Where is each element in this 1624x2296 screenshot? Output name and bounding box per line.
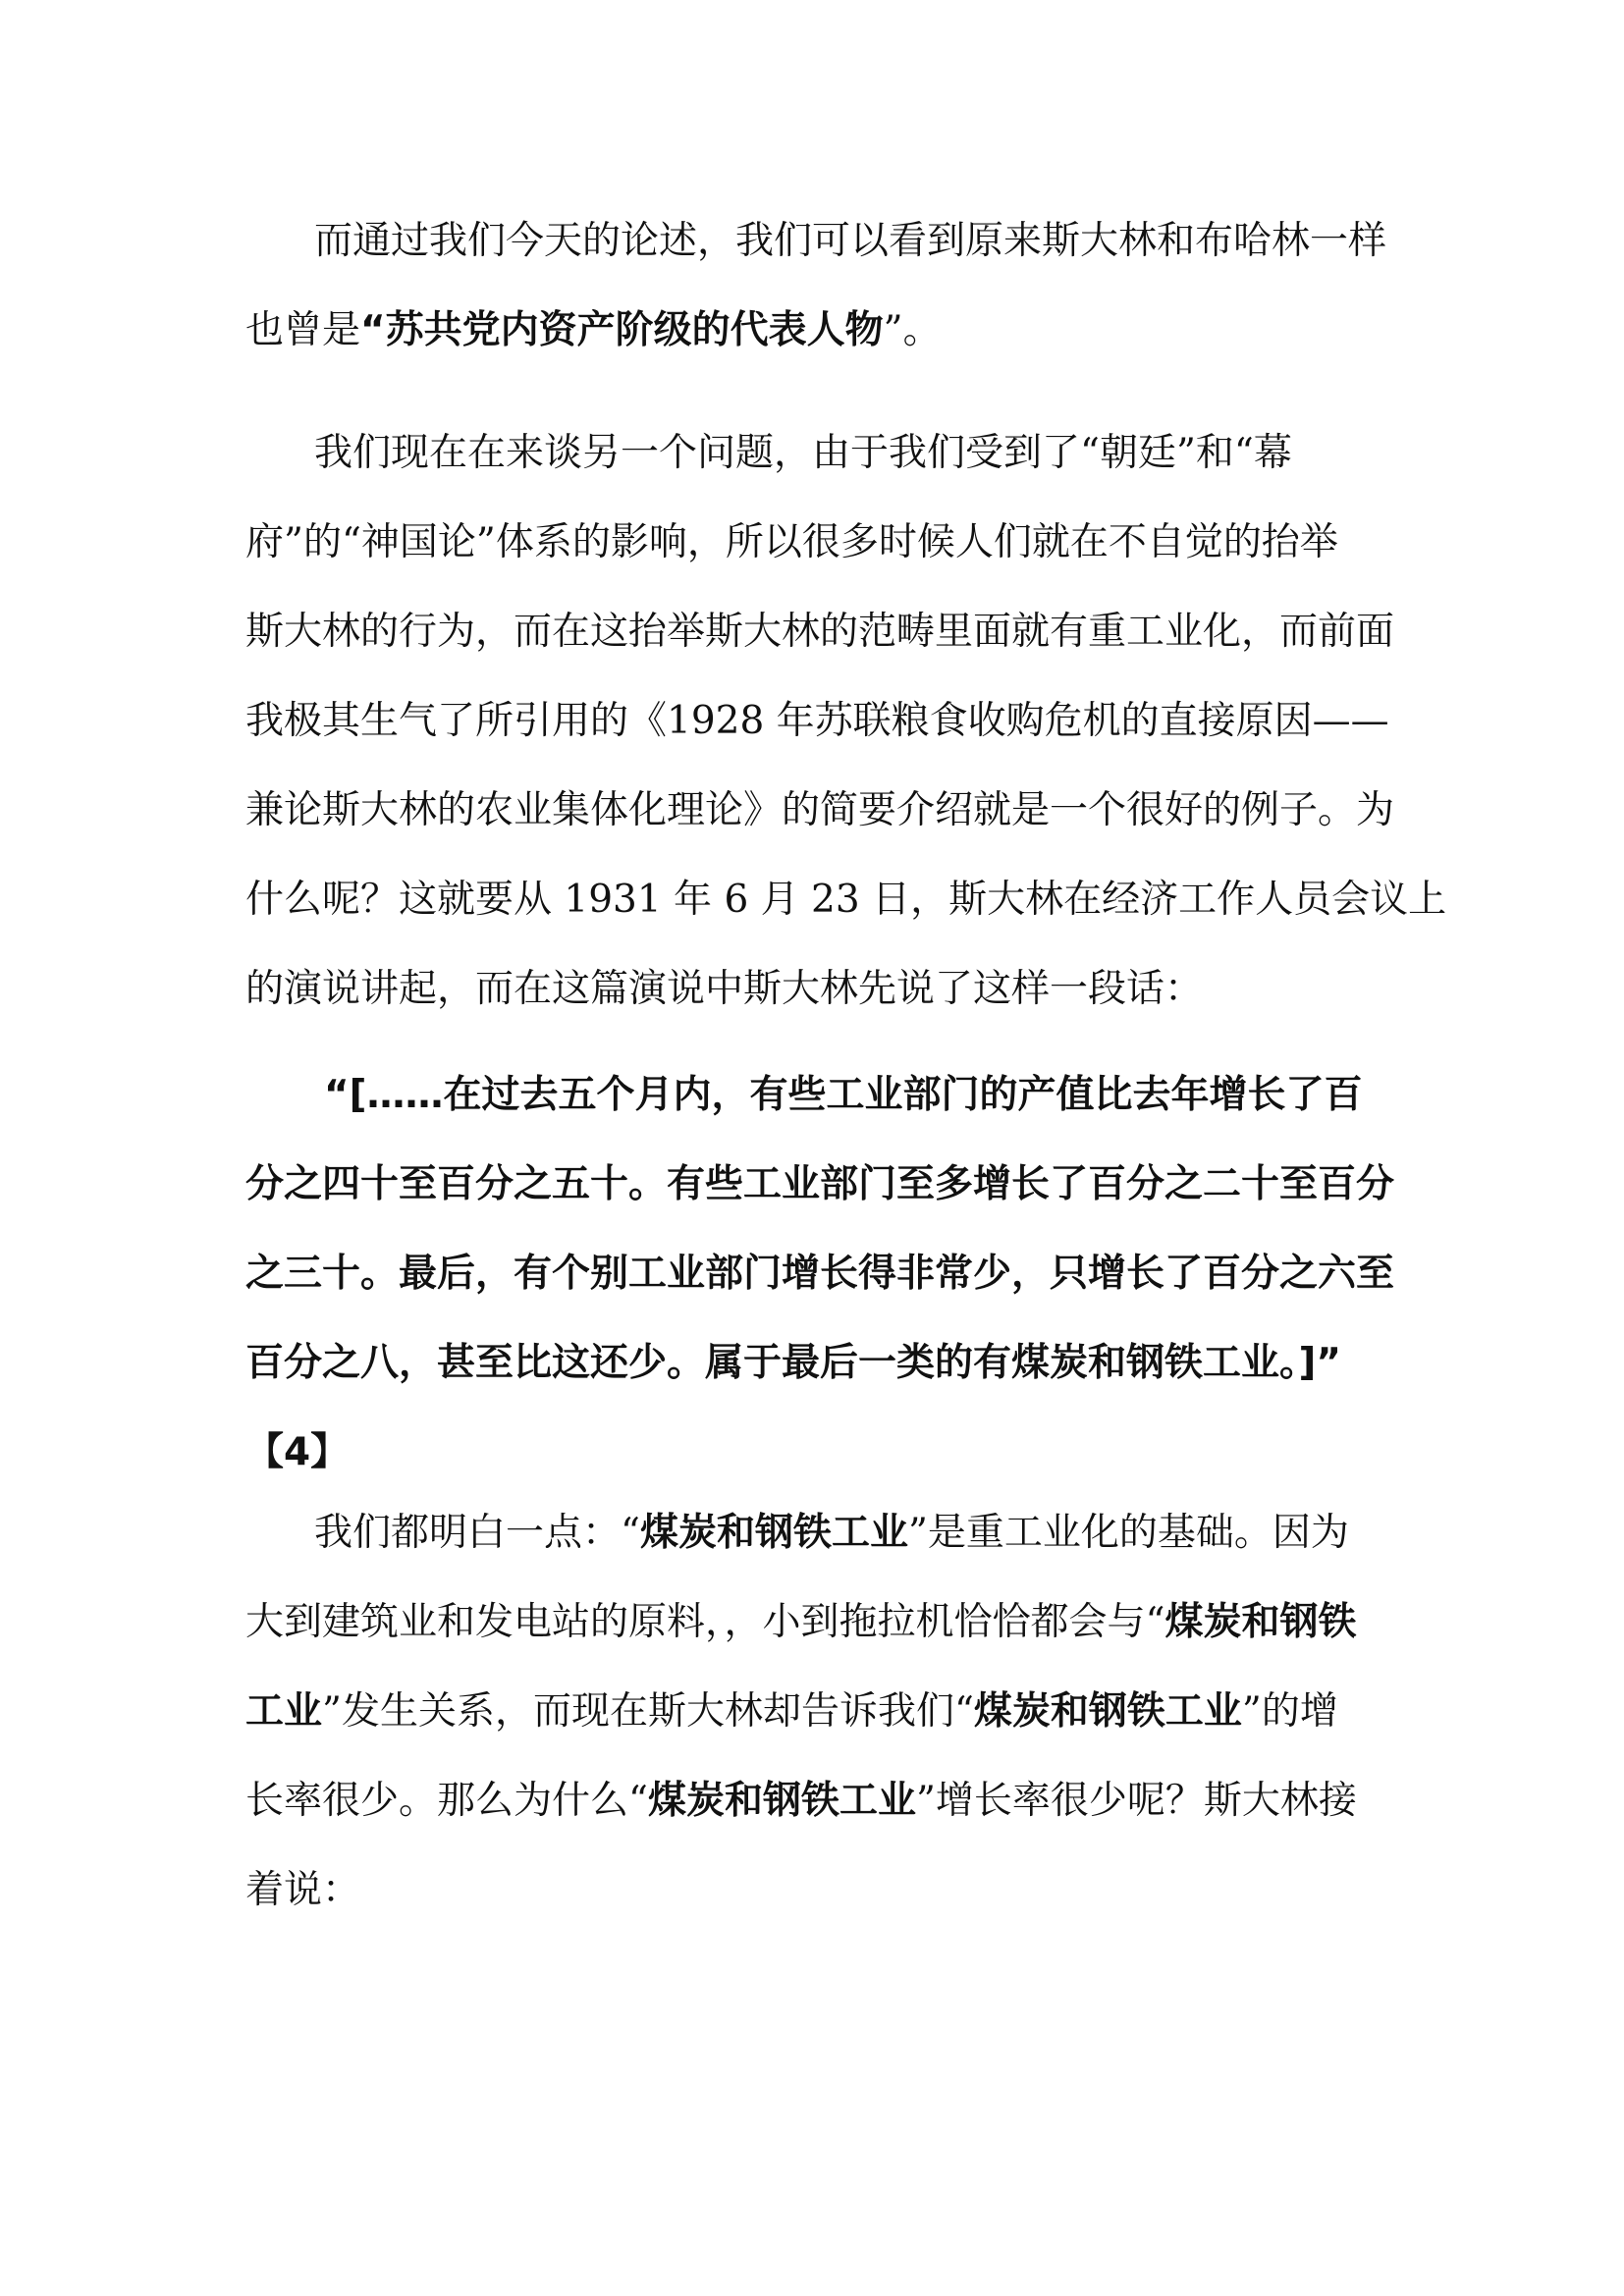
quote-line: 分之四十至百分之五十。有些工业部门至多增长了百分之二十至百分 bbox=[245, 1162, 1395, 1206]
bold-phrase: 工业 bbox=[245, 1689, 323, 1734]
text-run: 大到建筑业和发电站的原料，，小到拖拉机恰恰都会与“ bbox=[245, 1600, 1165, 1644]
paragraph-line: 府”的“神国论”体系的影响，所以很多时候人们就在不自觉的抬举 bbox=[245, 520, 1338, 564]
paragraph-line bbox=[245, 286, 1384, 375]
paragraph-line: 我极其生气了所引用的《1928 年苏联粮食收购危机的直接原因—— bbox=[245, 699, 1389, 743]
paragraph-line: 兼论斯大林的农业集体化理论》的简要介绍就是一个很好的例子。为 bbox=[245, 788, 1395, 832]
bold-phrase: “苏共党内资产阶级的代表人物 bbox=[360, 308, 884, 352]
quote-line: 之三十。最后，有个别工业部门增长得非常少，只增长了百分之六至 bbox=[245, 1252, 1395, 1296]
text-run: 也曾是 bbox=[245, 308, 361, 352]
text-run: ”发生关系，而现在斯大林却告诉我们“ bbox=[322, 1689, 974, 1734]
block-quote bbox=[245, 1050, 1395, 1497]
text-run: ”增长率很少呢？斯大林接 bbox=[915, 1779, 1357, 1823]
paragraph-line: 我们现在在来谈另一个问题，由于我们受到了“朝廷”和“幕 bbox=[314, 431, 1292, 475]
bold-phrase: 煤炭和钢铁工业 bbox=[973, 1689, 1242, 1734]
text-run: ”是重工业化的基础。因为 bbox=[907, 1511, 1349, 1555]
paragraph-line: 着说： bbox=[245, 1868, 361, 1912]
text-run: 长率很少。那么为什么“ bbox=[245, 1779, 648, 1823]
citation-marker: 【4】 bbox=[245, 1430, 350, 1474]
paragraph-line: 什么呢？这就要从 1931 年 6 月 23 日，斯大林在经济工作人员会议上 bbox=[245, 878, 1447, 922]
paragraph-4 bbox=[245, 1488, 1384, 1935]
paragraph-line bbox=[245, 1667, 1384, 1756]
quote-line: 百分之八，甚至比这还少。属于最后一类的有煤炭和钢铁工业。]” bbox=[245, 1341, 1341, 1385]
text-run: 我们都明白一点：“ bbox=[314, 1511, 640, 1555]
paragraph-line: 斯大林的行为，而在这抬举斯大林的范畴里面就有重工业化，而前面 bbox=[245, 610, 1395, 654]
bold-phrase: 煤炭和钢铁工业 bbox=[647, 1779, 916, 1823]
paragraph-line: 而通过我们今天的论述，我们可以看到原来斯大林和布哈林一样 bbox=[314, 219, 1387, 263]
text-run: ”。 bbox=[883, 308, 942, 352]
paragraph-line bbox=[245, 1756, 1384, 1845]
paragraph-line bbox=[245, 1577, 1384, 1667]
quote-line: “[……在过去五个月内，有些工业部门的产值比去年增长了百 bbox=[324, 1073, 1363, 1117]
paragraph-line bbox=[245, 1488, 1384, 1577]
bold-phrase: 煤炭和钢铁 bbox=[1164, 1600, 1357, 1644]
text-run: ”的增 bbox=[1241, 1689, 1338, 1734]
paragraph-1 bbox=[245, 196, 1387, 375]
paragraph-line: 的演说讲起，而在这篇演说中斯大林先说了这样一段话： bbox=[245, 967, 1204, 1011]
paragraph-2 bbox=[245, 408, 1447, 1034]
bold-phrase: 煤炭和钢铁工业 bbox=[639, 1511, 908, 1555]
